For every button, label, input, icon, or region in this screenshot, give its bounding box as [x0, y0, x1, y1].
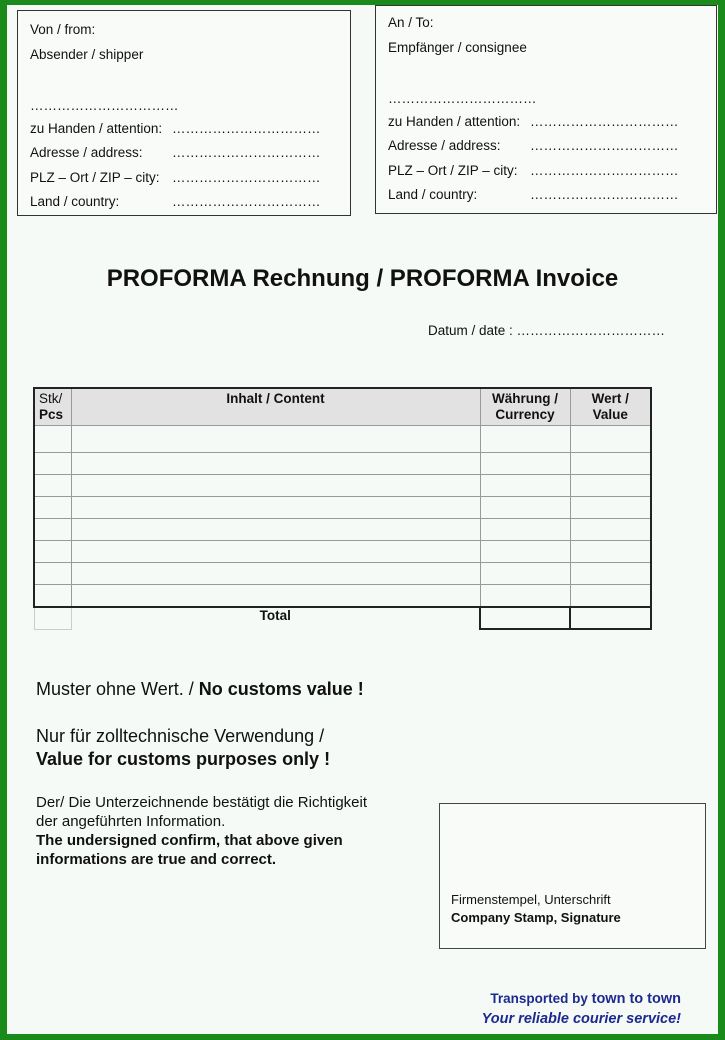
table-header-row	[34, 388, 651, 426]
shipper-subheader: Absender / shipper	[30, 47, 144, 62]
cell-value[interactable]	[570, 453, 651, 475]
shipper-city-label: PLZ – Ort / ZIP – city:	[30, 170, 160, 185]
total-row	[34, 607, 651, 629]
consignee-country-label: Land / country:	[388, 187, 478, 202]
cell-pcs[interactable]	[34, 519, 71, 541]
table-row[interactable]	[34, 426, 651, 453]
shipper-address-dots: ……………………………	[172, 145, 321, 160]
confirm-de-line2: der angeführten Information.	[36, 813, 226, 830]
col-value-header	[570, 388, 651, 426]
cell-currency[interactable]	[480, 475, 570, 497]
confirm-de-line1: Der/ Die Unterzeichnende bestätigt die Richtigkeit	[36, 794, 368, 811]
shipper-attention-label: zu Handen / attention:	[30, 121, 163, 136]
table-row[interactable]	[34, 541, 651, 563]
stamp-label-de: Firmenstempel, Unterschrift	[451, 892, 611, 907]
shipper-name-field[interactable]: ……………………………	[30, 98, 179, 113]
confirm-en-line2: informations are true and correct.	[36, 851, 277, 868]
consignee-address-label: Adresse / address:	[388, 138, 501, 153]
cell-value[interactable]	[570, 519, 651, 541]
consignee-address-row[interactable]	[388, 138, 679, 153]
invoice-page	[7, 5, 718, 1034]
table-row[interactable]	[34, 475, 651, 497]
cell-currency[interactable]	[480, 563, 570, 585]
cell-value[interactable]	[570, 563, 651, 585]
table-row[interactable]	[34, 585, 651, 608]
col-content-header: Inhalt / Content	[71, 388, 480, 426]
cell-pcs[interactable]	[34, 475, 71, 497]
consignee-box	[375, 5, 717, 214]
shipper-city-dots: ……………………………	[172, 170, 321, 185]
consignee-city-label: PLZ – Ort / ZIP – city:	[388, 163, 518, 178]
cell-content[interactable]	[71, 497, 480, 519]
stamp-signature-box[interactable]	[439, 803, 706, 949]
col-pcs-line2: Pcs	[39, 407, 64, 422]
cell-value[interactable]	[570, 497, 651, 519]
company-name: town to town	[591, 991, 681, 1007]
col-pcs-line1: Stk/	[39, 391, 63, 406]
cell-currency[interactable]	[480, 519, 570, 541]
shipper-country-dots: ……………………………	[172, 194, 321, 209]
consignee-city-dots: ……………………………	[530, 163, 679, 178]
table-row[interactable]	[34, 453, 651, 475]
consignee-country-row[interactable]	[388, 187, 679, 202]
consignee-subheader: Empfänger / consignee	[388, 40, 527, 55]
cell-pcs[interactable]	[34, 453, 71, 475]
cell-currency[interactable]	[480, 426, 570, 453]
items-table	[33, 387, 652, 630]
customs-purpose-line1: Nur für zolltechnische Verwendung /	[36, 726, 325, 746]
shipper-address-row[interactable]	[30, 145, 321, 160]
col-value-line2: Value	[592, 407, 628, 422]
stamp-label-en: Company Stamp, Signature	[451, 910, 621, 925]
cell-content[interactable]	[71, 426, 480, 453]
shipper-city-row[interactable]	[30, 170, 321, 185]
date-field[interactable]: Datum / date : ……………………………	[428, 323, 666, 338]
cell-value[interactable]	[570, 541, 651, 563]
table-row[interactable]	[34, 497, 651, 519]
transported-by-text: Transported by	[490, 991, 592, 1006]
consignee-name-field[interactable]: ……………………………	[388, 91, 537, 106]
cell-currency[interactable]	[480, 585, 570, 608]
footer-transported-by	[490, 991, 681, 1007]
cell-value[interactable]	[570, 475, 651, 497]
cell-content[interactable]	[71, 519, 480, 541]
cell-content[interactable]	[71, 475, 480, 497]
cell-content[interactable]	[71, 563, 480, 585]
footer-slogan: Your reliable courier service!	[481, 1011, 681, 1027]
total-label: Total	[259, 608, 291, 623]
shipper-country-label: Land / country:	[30, 194, 120, 209]
cell-pcs[interactable]	[34, 497, 71, 519]
col-pcs-header	[34, 388, 71, 426]
consignee-header: An / To:	[388, 15, 434, 30]
cell-value[interactable]	[570, 426, 651, 453]
shipper-address-label: Adresse / address:	[30, 145, 143, 160]
cell-content[interactable]	[71, 541, 480, 563]
document-title: PROFORMA Rechnung / PROFORMA Invoice	[106, 265, 619, 292]
cell-content[interactable]	[71, 585, 480, 608]
consignee-attention-dots: ……………………………	[530, 114, 679, 129]
no-value-bold-text: No customs value !	[198, 679, 364, 699]
confirmation-text	[36, 793, 367, 869]
cell-pcs[interactable]	[34, 541, 71, 563]
col-value-line1: Wert /	[591, 391, 629, 406]
total-currency-cell[interactable]	[480, 607, 570, 629]
shipper-attention-row[interactable]	[30, 121, 321, 136]
consignee-city-row[interactable]	[388, 163, 679, 178]
total-value-cell[interactable]	[570, 607, 651, 629]
cell-currency[interactable]	[480, 541, 570, 563]
cell-currency[interactable]	[480, 453, 570, 475]
col-currency-line2: Currency	[495, 407, 555, 422]
consignee-address-dots: ……………………………	[530, 138, 679, 153]
customs-purpose-line2: Value for customs purposes only !	[36, 749, 331, 769]
col-currency-line1: Währung /	[492, 391, 558, 406]
table-row[interactable]	[34, 519, 651, 541]
cell-pcs[interactable]	[34, 585, 71, 608]
total-spacer	[34, 607, 71, 629]
consignee-attention-label: zu Handen / attention:	[388, 114, 521, 129]
table-row[interactable]	[34, 563, 651, 585]
cell-pcs[interactable]	[34, 563, 71, 585]
cell-currency[interactable]	[480, 497, 570, 519]
cell-content[interactable]	[71, 453, 480, 475]
cell-value[interactable]	[570, 585, 651, 608]
consignee-attention-row[interactable]	[388, 114, 679, 129]
confirm-en-line1: The undersigned confirm, that above given	[36, 832, 343, 849]
col-currency-header	[480, 388, 570, 426]
shipper-attention-dots: ……………………………	[172, 121, 321, 136]
consignee-country-dots: ……………………………	[530, 187, 679, 202]
no-value-normal-text: Muster ohne Wert. /	[36, 679, 199, 699]
shipper-box	[17, 10, 351, 216]
cell-pcs[interactable]	[34, 426, 71, 453]
shipper-header: Von / from:	[30, 22, 96, 37]
no-customs-value-note	[36, 679, 364, 700]
shipper-country-row[interactable]	[30, 194, 321, 209]
